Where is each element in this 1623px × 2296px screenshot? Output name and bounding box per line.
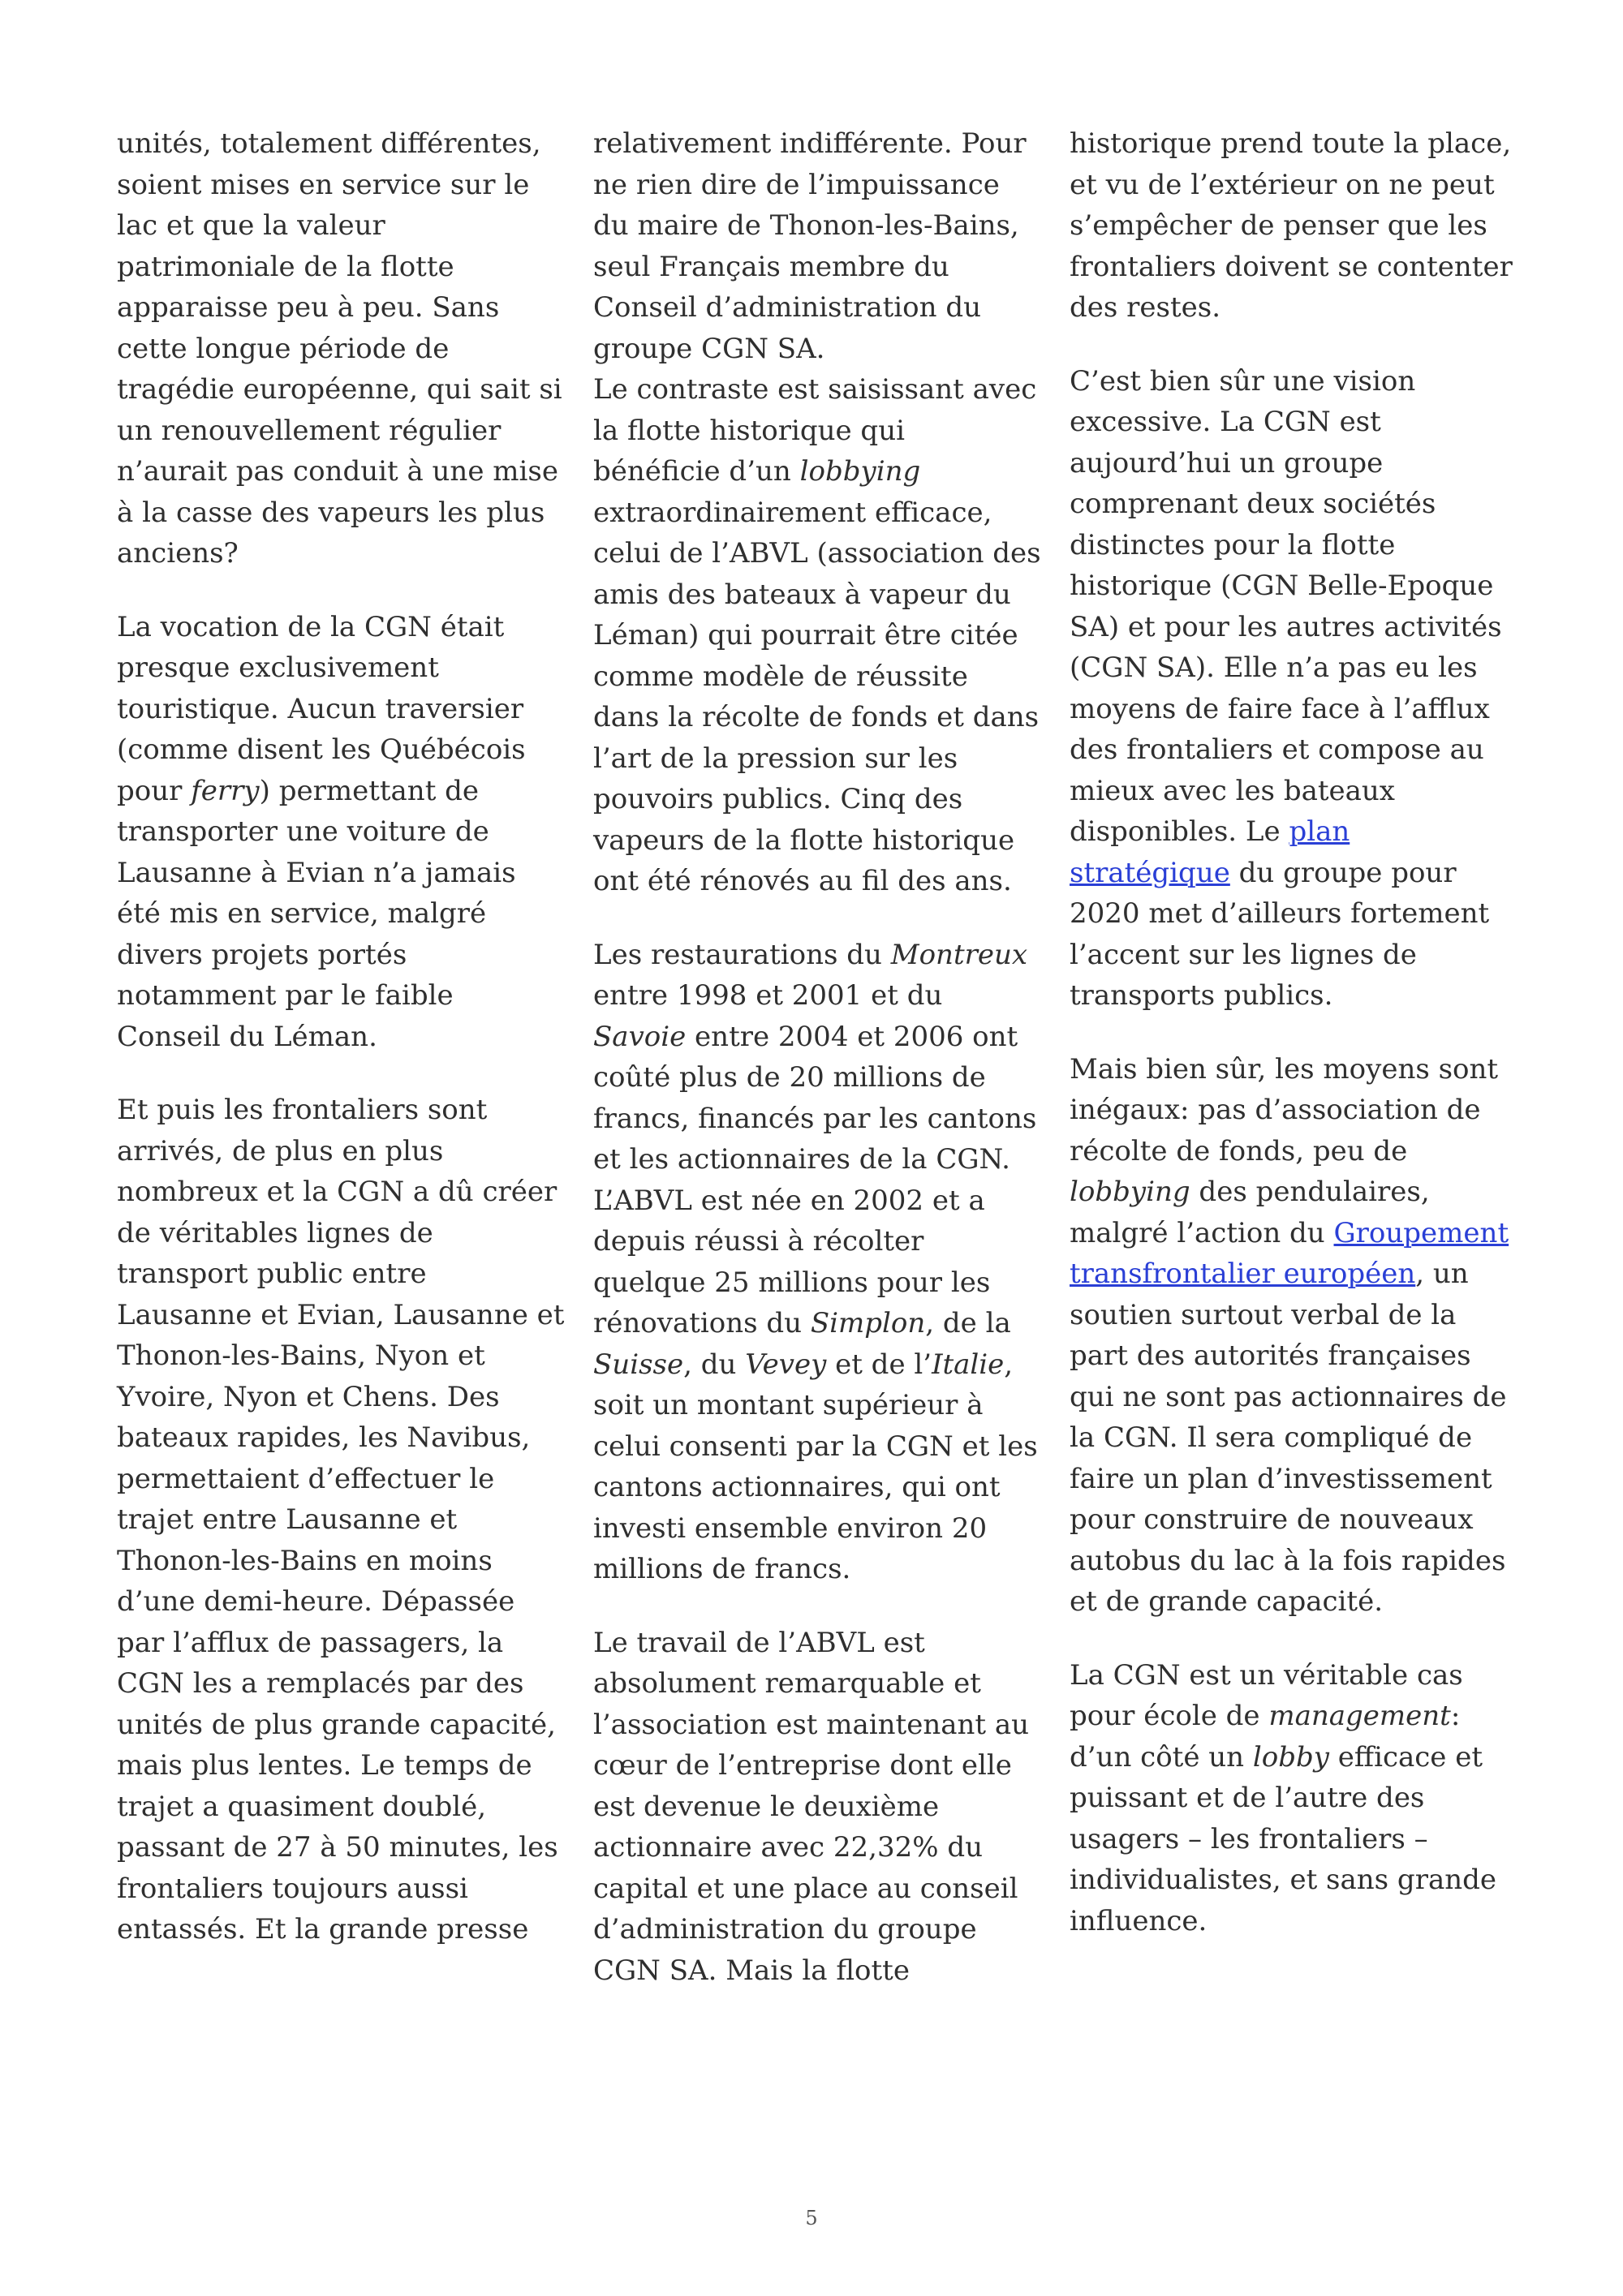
text-line: lac et que la valeur xyxy=(117,209,385,242)
text-line: Le contraste est saisissant avec xyxy=(593,373,1037,406)
text-line: qui ne sont pas actionnaires de xyxy=(1070,1380,1507,1413)
text-line: quelque 25 millions pour les xyxy=(593,1266,991,1299)
text-line: celui de l’ABVL (association des xyxy=(593,537,1041,570)
text-line: La CGN est un véritable cas xyxy=(1070,1658,1463,1692)
text-run: des pendulaires, xyxy=(1190,1176,1430,1208)
text-line xyxy=(593,1344,1048,1386)
text-line: est devenue le deuxième xyxy=(593,1790,940,1823)
text-line: arrivés, de plus en plus xyxy=(117,1134,444,1167)
text-line: cette longue période de xyxy=(117,332,450,365)
text-run: bénéficie d’un xyxy=(593,455,800,488)
text-line: et de grande capacité. xyxy=(1070,1585,1384,1618)
paragraph xyxy=(593,1623,1048,1992)
text-line: actionnaire avec 22,32% du xyxy=(593,1831,984,1864)
text-line: Le travail de l’ABVL est xyxy=(593,1626,925,1659)
text-line xyxy=(1070,811,1524,853)
plan-strategique-link[interactable]: plan xyxy=(1289,815,1350,848)
text-line: historique (CGN Belle-Epoque xyxy=(1070,570,1494,602)
text-line: de véritables lignes de xyxy=(117,1216,433,1249)
text-line: Thonon-les-Bains, Nyon et xyxy=(117,1339,485,1372)
text-line: transporter une voiture de xyxy=(117,815,489,848)
text-line: s’empêcher de penser que les xyxy=(1070,209,1487,242)
paragraph xyxy=(593,935,1048,1590)
text-line: Léman) qui pourrait être citée xyxy=(593,619,1018,651)
text-column-2 xyxy=(593,123,1048,1991)
text-line: seul Français membre du xyxy=(593,250,949,283)
text-line xyxy=(1070,1696,1524,1737)
text-line: anciens? xyxy=(117,537,239,570)
text-line: extraordinairement efficace, xyxy=(593,496,992,529)
text-line: l’art de la pression sur les xyxy=(593,742,958,775)
text-line: des frontaliers et compose au xyxy=(1070,733,1484,766)
text-run: Les restaurations du xyxy=(593,938,891,971)
text-line: n’aurait pas conduit à une mise xyxy=(117,455,558,488)
paragraph xyxy=(1070,1049,1524,1623)
text-line: mieux avec les bateaux xyxy=(1070,774,1395,807)
text-line: amis des bateaux à vapeur du xyxy=(593,578,1011,611)
text-line: trajet entre Lausanne et xyxy=(117,1503,458,1536)
text-line: dans la récolte de fonds et dans xyxy=(593,701,1040,733)
text-line xyxy=(593,451,1048,492)
italic-term: ferry xyxy=(191,774,260,807)
text-line: d’administration du groupe xyxy=(593,1913,977,1946)
text-line: distinctes pour la flotte xyxy=(1070,528,1396,561)
italic-term: Montreux xyxy=(890,938,1028,971)
text-line: comme modèle de réussite xyxy=(593,660,968,693)
text-line: passant de 27 à 50 minutes, les xyxy=(117,1831,558,1864)
text-run: , un xyxy=(1415,1258,1469,1290)
text-line: ne rien dire de l’impuissance xyxy=(593,168,1000,201)
text-line: frontaliers toujours aussi xyxy=(117,1872,468,1905)
text-line: 2020 met d’ailleurs fortement xyxy=(1070,897,1490,930)
text-line: frontaliers doivent se contenter xyxy=(1070,250,1513,283)
text-line: CGN les a remplacés par des xyxy=(117,1667,524,1700)
text-run: rénovations du xyxy=(593,1307,811,1339)
text-line: influence. xyxy=(1070,1904,1208,1937)
text-line: transport public entre xyxy=(117,1258,427,1290)
text-line: mais plus lentes. Le temps de xyxy=(117,1749,532,1782)
text-line: l’association est maintenant au xyxy=(593,1708,1030,1741)
text-line: entassés. Et la grande presse xyxy=(117,1913,529,1946)
text-line: l’accent sur les lignes de xyxy=(1070,938,1417,971)
text-line: nombreux et la CGN a dû créer xyxy=(117,1176,558,1208)
text-line: excessive. La CGN est xyxy=(1070,406,1381,438)
groupement-transfrontalier-link[interactable]: Groupement xyxy=(1333,1216,1509,1249)
paragraph xyxy=(117,123,571,574)
text-run: pour école de xyxy=(1070,1700,1269,1732)
text-line xyxy=(593,935,1048,976)
text-run: disponibles. Le xyxy=(1070,815,1289,848)
text-line: La vocation de la CGN était xyxy=(117,610,505,643)
text-line: coûté plus de 20 millions de xyxy=(593,1061,986,1094)
text-line: relativement indifférente. Pour xyxy=(593,127,1027,160)
text-line: francs, financés par les cantons xyxy=(593,1102,1037,1135)
text-column-1 xyxy=(117,123,571,1950)
text-line: absolument remarquable et xyxy=(593,1667,981,1700)
text-line: apparaisse peu à peu. Sans xyxy=(117,291,500,324)
text-line: unités de plus grande capacité, xyxy=(117,1708,556,1741)
text-line: capital et une place au conseil xyxy=(593,1872,1018,1905)
text-line: aujourd’hui un groupe xyxy=(1070,446,1384,479)
italic-term: management xyxy=(1268,1700,1451,1732)
text-run: , de la xyxy=(925,1307,1011,1339)
text-run: du groupe pour xyxy=(1229,856,1457,889)
text-line: la CGN. Il sera compliqué de xyxy=(1070,1421,1473,1454)
text-line: Conseil d’administration du xyxy=(593,291,982,324)
text-line: Lausanne à Evian n’a jamais xyxy=(117,856,516,889)
text-line: tragédie européenne, qui sait si xyxy=(117,373,562,406)
text-line: ont été rénovés au fil des ans. xyxy=(593,865,1012,897)
paragraph xyxy=(1070,123,1524,329)
text-line: celui consenti par la CGN et les xyxy=(593,1430,1038,1463)
text-line xyxy=(1070,1172,1524,1213)
text-line: pour construire de nouveaux xyxy=(1070,1503,1474,1536)
text-line: usagers – les frontaliers – xyxy=(1070,1822,1428,1855)
text-line: groupe CGN SA. xyxy=(593,332,825,365)
text-line xyxy=(1070,1213,1524,1254)
paragraph xyxy=(593,123,1048,369)
text-column-3 xyxy=(1070,123,1524,1941)
text-line: récolte de fonds, peu de xyxy=(1070,1134,1408,1167)
text-run: , du xyxy=(683,1348,746,1381)
text-line: historique prend toute la place, xyxy=(1070,127,1512,160)
text-line: faire un plan d’investissement xyxy=(1070,1462,1492,1495)
text-line: trajet a quasiment doublé, xyxy=(117,1790,487,1823)
text-run: : xyxy=(1450,1700,1461,1732)
text-line: depuis réussi à récolter xyxy=(593,1225,924,1258)
text-line xyxy=(1070,853,1524,894)
plan-strategique-link[interactable]: stratégique xyxy=(1070,856,1230,889)
text-line: Conseil du Léman. xyxy=(117,1020,377,1053)
text-line: autobus du lac à la fois rapides xyxy=(1070,1544,1506,1577)
text-line: par l’afflux de passagers, la xyxy=(117,1626,504,1659)
text-line: individualistes, et sans grande xyxy=(1070,1864,1497,1896)
text-line: CGN SA. Mais la flotte xyxy=(593,1954,910,1987)
paragraph xyxy=(593,369,1048,902)
text-line: vapeurs de la flotte historique xyxy=(593,823,1015,857)
text-line xyxy=(593,1017,1048,1058)
paragraph xyxy=(1070,361,1524,1017)
text-line xyxy=(593,1303,1048,1344)
text-line: la flotte historique qui xyxy=(593,414,905,447)
text-line: unités, totalement différentes, xyxy=(117,127,541,160)
text-line: Yvoire, Nyon et Chens. Des xyxy=(117,1380,500,1413)
text-line xyxy=(117,771,571,812)
text-run: et de l’ xyxy=(826,1348,932,1381)
italic-term: Savoie xyxy=(593,1020,687,1053)
text-line: Mais bien sûr, les moyens sont xyxy=(1070,1052,1499,1086)
text-line: à la casse des vapeurs les plus xyxy=(117,496,545,529)
text-line: des restes. xyxy=(1070,291,1221,324)
paragraph xyxy=(117,1090,571,1950)
text-line: millions de francs. xyxy=(593,1553,851,1585)
text-line: d’une demi-heure. Dépassée xyxy=(117,1585,515,1618)
italic-term: Suisse xyxy=(593,1348,684,1381)
italic-term: lobbying xyxy=(1070,1176,1190,1208)
italic-term: Vevey xyxy=(745,1348,827,1381)
italic-term: Simplon xyxy=(810,1307,926,1339)
text-line: entre 1998 et 2001 et du xyxy=(593,979,943,1012)
text-line: part des autorités françaises xyxy=(1070,1339,1471,1372)
text-line: investi ensemble environ 20 xyxy=(593,1511,988,1545)
text-line: cantons actionnaires, qui ont xyxy=(593,1471,1001,1503)
text-line: notamment par le faible xyxy=(117,979,454,1012)
text-line: L’ABVL est née en 2002 et a xyxy=(593,1184,985,1217)
text-line: transports publics. xyxy=(1070,979,1333,1012)
text-line: touristique. Aucun traversier xyxy=(117,692,524,725)
text-line: permettaient d’effectuer le xyxy=(117,1462,495,1495)
text-line: du maire de Thonon-les-Bains, xyxy=(593,209,1019,242)
text-line: puissant et de l’autre des xyxy=(1070,1782,1425,1814)
text-line: cœur de l’entreprise dont elle xyxy=(593,1749,1012,1782)
text-run: efficace et xyxy=(1328,1740,1483,1774)
text-line: soient mises en service sur le xyxy=(117,168,530,201)
text-run: , xyxy=(1004,1348,1014,1381)
groupement-transfrontalier-link[interactable]: transfrontalier européen xyxy=(1070,1258,1416,1290)
text-line: SA) et pour les autres activités xyxy=(1070,610,1502,643)
italic-term: Italie xyxy=(932,1348,1005,1381)
text-line: moyens de faire face à l’afflux xyxy=(1070,692,1490,725)
text-line: C’est bien sûr une vision xyxy=(1070,364,1416,398)
text-run: entre 2004 et 2006 ont xyxy=(686,1020,1018,1053)
text-line: pouvoirs publics. Cinq des xyxy=(593,783,963,815)
text-run: ) permettant de xyxy=(259,774,480,807)
text-line: soutien surtout verbal de la xyxy=(1070,1298,1457,1331)
text-line: Lausanne et Evian, Lausanne et xyxy=(117,1298,565,1331)
text-line: été mis en service, malgré xyxy=(117,897,487,930)
text-line: Et puis les frontaliers sont xyxy=(117,1094,488,1126)
text-line: inégaux: pas d’association de xyxy=(1070,1094,1481,1126)
text-line: un renouvellement régulier xyxy=(117,414,502,447)
italic-term: lobby xyxy=(1252,1740,1329,1774)
text-line: presque exclusivement xyxy=(117,651,439,684)
text-line: (comme disent les Québécois xyxy=(117,733,526,766)
page-number: 5 xyxy=(805,2207,818,2229)
text-line xyxy=(1070,1253,1524,1295)
text-line: Thonon-les-Bains en moins xyxy=(117,1544,493,1577)
text-line: et les actionnaires de la CGN. xyxy=(593,1143,1010,1176)
paragraph xyxy=(1070,1655,1524,1942)
text-line: et vu de l’extérieur on ne peut xyxy=(1070,168,1495,201)
text-run: d’un côté un xyxy=(1070,1740,1253,1774)
text-line: comprenant deux sociétés xyxy=(1070,488,1436,520)
text-run: pour xyxy=(117,774,192,807)
text-line: patrimoniale de la flotte xyxy=(117,250,454,283)
text-line: soit un montant supérieur à xyxy=(593,1389,984,1421)
text-line: bateaux rapides, les Navibus, xyxy=(117,1421,531,1454)
italic-term: lobbying xyxy=(799,455,921,488)
text-run: malgré l’action du xyxy=(1070,1216,1334,1249)
paragraph xyxy=(117,607,571,1058)
text-line: (CGN SA). Elle n’a pas eu les xyxy=(1070,651,1478,684)
text-line: divers projets portés xyxy=(117,938,407,971)
text-line xyxy=(1070,1737,1524,1778)
